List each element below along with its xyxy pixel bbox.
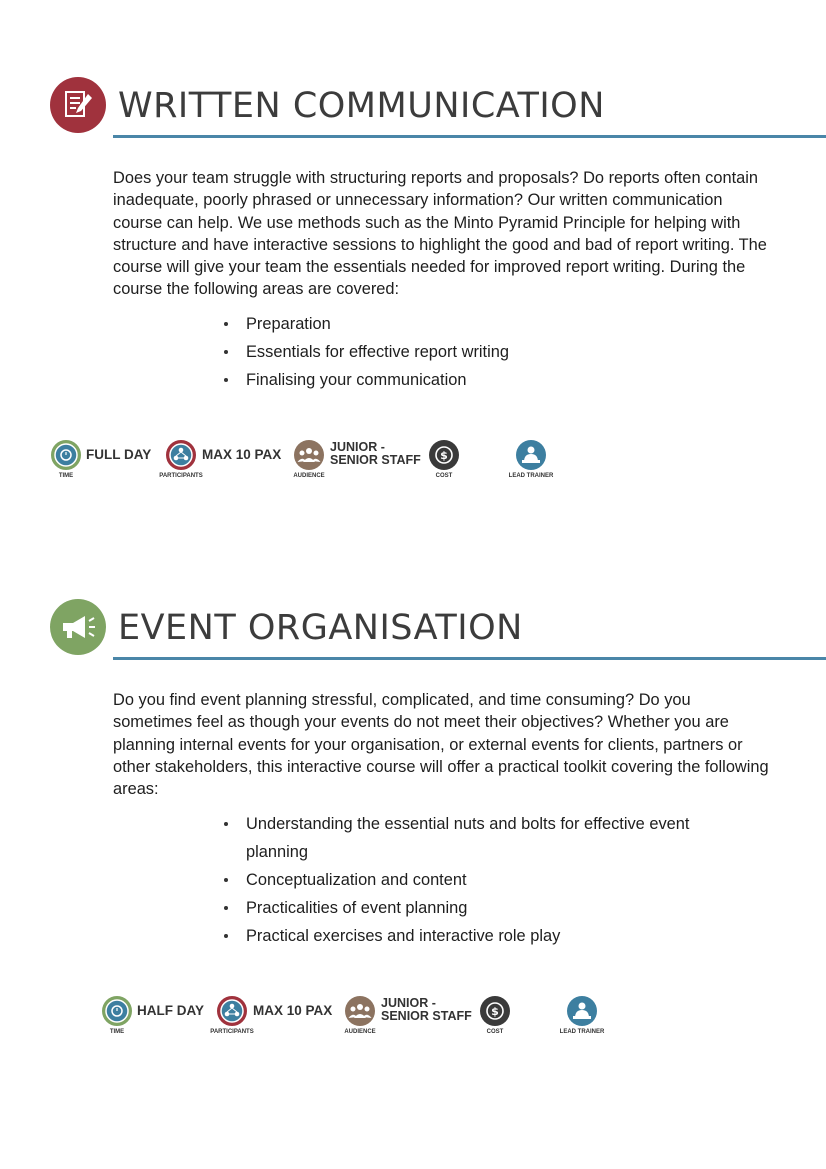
- svg-text:$: $: [440, 449, 448, 462]
- title-rule: [113, 135, 826, 138]
- bullet-list: [222, 810, 722, 950]
- meta-value-line: SENIOR STAFF: [330, 453, 421, 467]
- course-meta: [102, 996, 662, 1046]
- meta-caption: LEAD TRAINER: [559, 1029, 605, 1035]
- list-item: Essentials for effective report writing: [222, 338, 742, 366]
- title-rule: [113, 657, 826, 660]
- audience-icon: [345, 996, 375, 1026]
- people-network-icon: [217, 996, 247, 1026]
- meta-value: FULL DAY: [86, 447, 152, 462]
- trainer-icon: [516, 440, 546, 470]
- course-meta: [51, 440, 611, 490]
- meta-caption: AUDIENCE: [344, 1029, 376, 1035]
- meta-value-line: JUNIOR -: [330, 440, 385, 454]
- document-pen-icon: [50, 77, 106, 133]
- section-description: Does your team struggle with structuring reports and proposals? Do reports often contain inadequate, poorly phrased or unnecessary information? Our written communication course can help. We use methods such as the Minto Pyramid Principle for helping with structure and have interactive sessions to highlight the good and bad of report writing. The course will give your team the essentials needed for improved report writing. During the course the following areas are covered:: [113, 169, 767, 299]
- section-written-communication: [0, 0, 826, 520]
- meta-value-line: JUNIOR -: [381, 996, 436, 1010]
- clock-icon: [102, 996, 132, 1026]
- meta-value: MAX 10 PAX: [202, 447, 282, 462]
- list-item: Preparation: [222, 310, 742, 338]
- meta-caption: PARTICIPANTS: [210, 1029, 254, 1035]
- meta-value-line: SENIOR STAFF: [381, 1009, 472, 1023]
- section-title: WRITTEN COMMUNICATION: [118, 86, 605, 126]
- bullet-list: [222, 310, 742, 394]
- megaphone-icon: [50, 599, 106, 655]
- meta-value: [330, 441, 421, 467]
- meta-caption: TIME: [58, 473, 74, 479]
- meta-caption: AUDIENCE: [293, 473, 325, 479]
- section-title: EVENT ORGANISATION: [118, 608, 523, 648]
- meta-value: [381, 997, 472, 1023]
- meta-value: HALF DAY: [137, 1003, 205, 1018]
- audience-icon: [294, 440, 324, 470]
- clock-icon: [51, 440, 81, 470]
- list-item: Conceptualization and content: [222, 866, 722, 894]
- svg-text:$: $: [491, 1005, 499, 1018]
- meta-caption: COST: [435, 473, 453, 479]
- people-network-icon: [166, 440, 196, 470]
- meta-caption: COST: [486, 1029, 504, 1035]
- list-item: Practical exercises and interactive role play: [222, 922, 722, 950]
- list-item: Understanding the essential nuts and bolts for effective event planning: [222, 810, 722, 866]
- dollar-coin-icon: [429, 440, 459, 470]
- dollar-coin-icon: [480, 996, 510, 1026]
- section-description: Do you find event planning stressful, complicated, and time consuming? Do you sometimes feel as though your events do not meet their objectives? Whether you are planning internal events for your organisation, or external events for clients, partners or other stakeholders, this interactive course will offer a practical toolkit covering the following areas:: [113, 691, 769, 799]
- meta-caption: LEAD TRAINER: [508, 473, 554, 479]
- list-item: Practicalities of event planning: [222, 894, 722, 922]
- meta-value: MAX 10 PAX: [253, 1003, 333, 1018]
- meta-caption: TIME: [109, 1029, 125, 1035]
- meta-caption: PARTICIPANTS: [159, 473, 203, 479]
- trainer-icon: [567, 996, 597, 1026]
- list-item: Finalising your communication: [222, 366, 742, 394]
